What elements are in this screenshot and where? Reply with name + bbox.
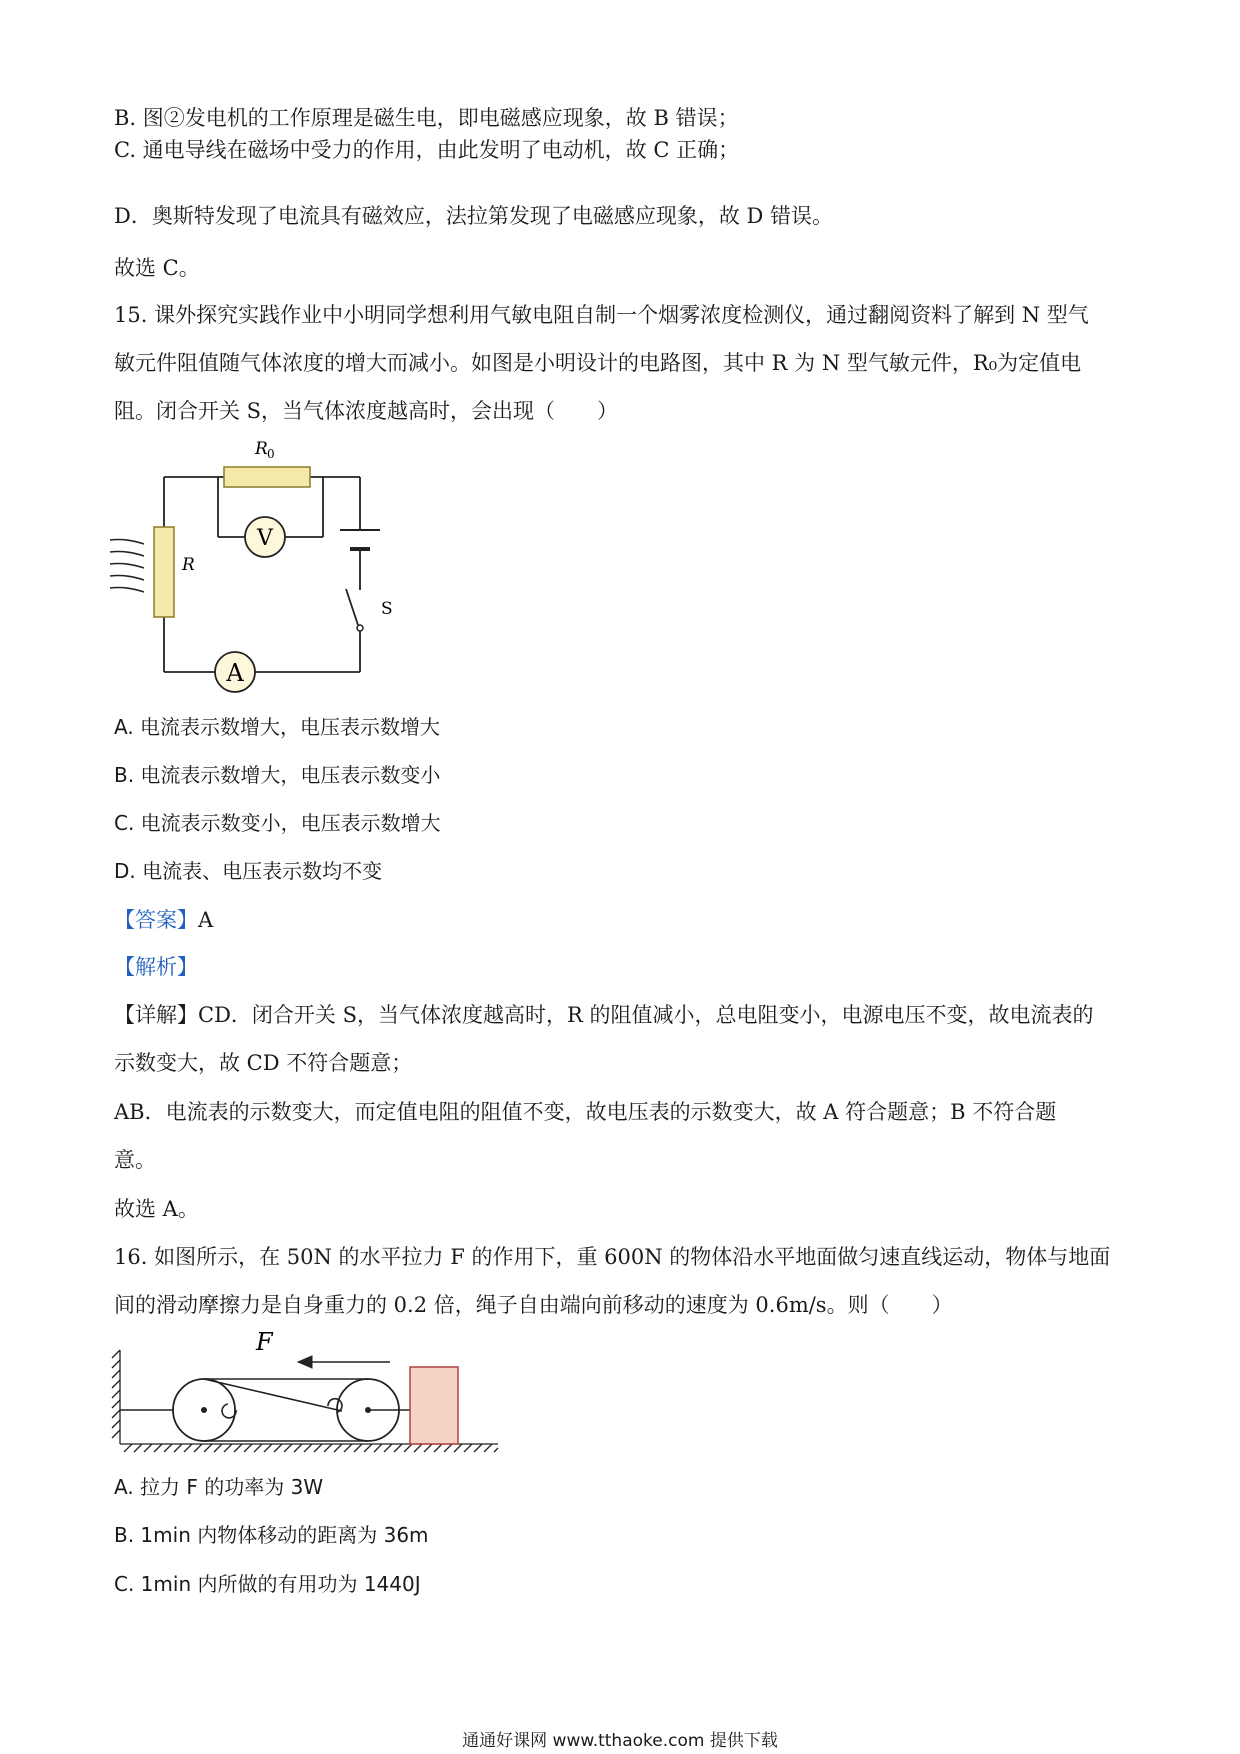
switch-label: S bbox=[381, 599, 393, 619]
q15-detail-line-3: AB．电流表的示数变大，而定值电阻的阻值不变，故电压表的示数变大，故 A 符合题意；B 不符合题 bbox=[114, 1100, 1057, 1124]
q15-stem-line-3: 阻。闭合开关 S，当气体浓度越高时，会出现（ ） bbox=[114, 399, 619, 423]
q15-answer bbox=[114, 905, 213, 935]
q15-analysis-tag bbox=[114, 952, 198, 982]
q15-conclusion: 故选 A。 bbox=[114, 1197, 199, 1221]
analysis-tag: 【解析】 bbox=[114, 955, 198, 979]
answer-value: A bbox=[198, 908, 214, 932]
q15-option-c: C. 电流表示数变小，电压表示数增大 bbox=[114, 811, 441, 835]
q16-option-b: B. 1min 内物体移动的距离为 36m bbox=[114, 1523, 429, 1547]
q15-detail-line-2: 示数变大，故 CD 不符合题意； bbox=[114, 1051, 413, 1075]
q15-stem-line-1: 15. 课外探究实践作业中小明同学想利用气敏电阻自制一个烟雾浓度检测仪，通过翻阅资料了解到 N 型气 bbox=[114, 303, 1089, 327]
r0-label: R bbox=[255, 439, 268, 459]
q16-stem-line-2: 间的滑动摩擦力是自身重力的 0.2 倍，绳子自由端向前移动的速度为 0.6m/s。则（ ） bbox=[114, 1293, 953, 1317]
page-footer: 通通好课网 www.tthaoke.com 提供下载 bbox=[462, 1731, 778, 1751]
q14-option-b-explanation: B. 图②发电机的工作原理是磁生电，即电磁感应现象，故 B 错误； bbox=[114, 106, 739, 130]
force-arrow-icon bbox=[298, 1356, 390, 1368]
q15-option-b: B. 电流表示数增大，电压表示数变小 bbox=[114, 763, 441, 787]
q14-option-c-explanation: C. 通电导线在磁场中受力的作用，由此发明了电动机，故 C 正确； bbox=[114, 138, 740, 162]
gas-sensor-resistor-r bbox=[154, 527, 174, 617]
q16-pulley-diagram bbox=[110, 1332, 510, 1458]
ammeter-label: A bbox=[226, 659, 244, 687]
q16-stem-line-1: 16. 如图所示，在 50N 的水平拉力 F 的作用下，重 600N 的物体沿水平地面做匀速直线运动，物体与地面 bbox=[114, 1245, 1111, 1269]
q16-option-a: A. 拉力 F 的功率为 3W bbox=[114, 1475, 324, 1499]
q15-detail-line-1: 【详解】CD．闭合开关 S，当气体浓度越高时，R 的阻值减小，总电阻变小，电源电压不变，故电流表的 bbox=[114, 1003, 1094, 1027]
q16-option-c: C. 1min 内所做的有用功为 1440J bbox=[114, 1572, 421, 1596]
q15-stem-line-2: 敏元件阻值随气体浓度的增大而减小。如图是小明设计的电路图，其中 R 为 N 型气敏元件，R₀为定值电 bbox=[114, 351, 1082, 375]
wall-icon bbox=[112, 1350, 120, 1444]
battery-icon bbox=[340, 530, 380, 549]
q15-option-d: D. 电流表、电压表示数均不变 bbox=[114, 859, 383, 883]
object-block bbox=[410, 1367, 458, 1444]
voltmeter-label: V bbox=[257, 526, 273, 551]
q15-circuit-diagram bbox=[100, 432, 420, 702]
q15-option-a: A. 电流表示数增大，电压表示数增大 bbox=[114, 715, 441, 739]
ground-icon bbox=[120, 1444, 498, 1452]
answer-tag: 【答案】 bbox=[114, 908, 198, 932]
q14-conclusion: 故选 C。 bbox=[114, 256, 200, 280]
force-label: F bbox=[256, 1332, 273, 1356]
q15-detail-line-4: 意。 bbox=[114, 1148, 156, 1172]
q14-option-d-explanation: D．奥斯特发现了电流具有磁效应，法拉第发现了电磁感应现象，故 D 错误。 bbox=[114, 204, 834, 228]
r-label: R bbox=[182, 555, 195, 575]
gas-wave-icon bbox=[110, 540, 144, 593]
switch-contact-icon bbox=[357, 625, 363, 631]
r0-subscript: 0 bbox=[267, 447, 275, 461]
fixed-resistor-r0 bbox=[224, 467, 310, 487]
